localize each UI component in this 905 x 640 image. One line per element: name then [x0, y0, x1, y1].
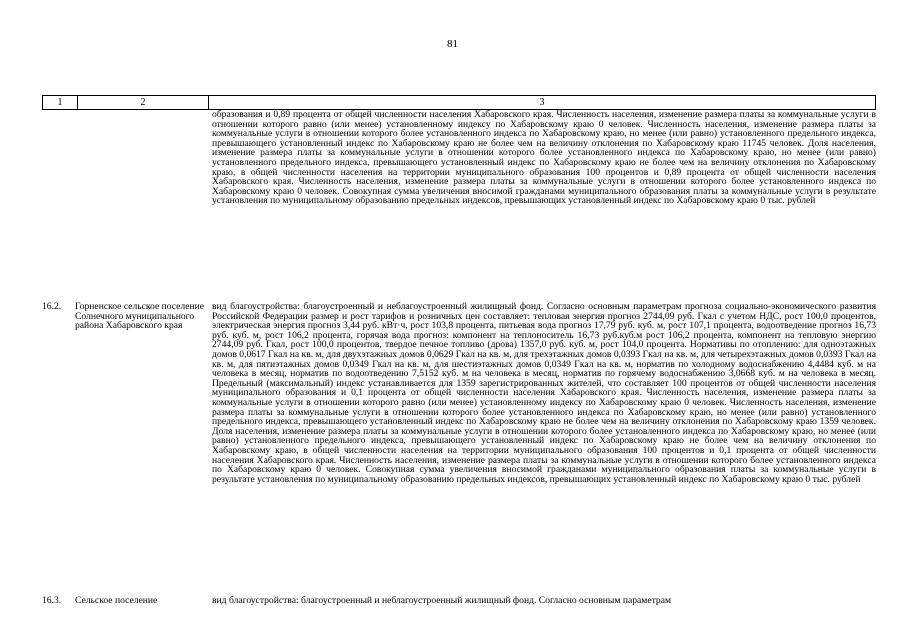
continuation-text: образования и 0,89 процента от общей численности населения Хабаровского края. Численность населения, изменение размера платы за коммунальные услуги в отношении которого равно (или менее) установленному индексу по Хабаровскому краю 0 человек. Численность населения, изменение размера платы за коммунальные услуги в отношении которого более установленного индекса по Хабаровскому краю, но менее (или равно) установленного предельного индекса, превышающего установленный индекс по Хабаровскому краю не более чем на величину отклонения по Хабаровскому краю 11745 человек. Доля населения, изменение размера платы за коммунальные услуги в отношении которого более установленного индекса по Хабаровскому краю, но менее (или равно) установленного предельного индекса, превышающего установленный индекс по Хабаровскому краю не более чем на величину отклонения по Хабаровскому краю, в общей численности населения на территории муниципального образования 100 процентов и 0,89 процента от общей численности населения Хабаровского края. Численность населения, изменение размера платы за коммунальные услуги в отношении которого более установленного индекса по Хабаровскому краю 0 человек. Совокупная сумма увеличения вносимой гражданами муниципального образования платы за коммунальные услуги в результате установления по муниципальному образованию предельных индексов, превышающих установленный индекс по Хабаровскому краю 0 тыс. рублей	[212, 109, 876, 207]
row-number: 16.3.	[42, 595, 62, 606]
column-header-1: 1	[43, 96, 78, 110]
row-description-text: вид благоустройства: благоустроенный и неблагоустроенный жилищный фонд. Согласно основным параметрам прогноза социально-экономического развития Российской Федерации размер и рост тарифов и розничных цен составляет: тепловая энергия прогноз 2744,09 руб. Гкал с учетом НДС, рост 100,0 процентов, электрическая энергия прогноз 3,44 руб. кВт·ч, рост 103,8 процента, питьевая вода прогноз 17,79 руб. куб. м, рост 107,1 процента, водоотведение прогноз 16,73 руб. куб. м, рост 106,2 процента, горячая вода прогноз: компонент на теплоноситель 16,73 руб.куб.м рост 106,2 процента, компонент на тепловую энергию 2744,09 руб. Гкал, рост 100,0 процентов, твердое печное топливо (дрова) 1357,0 руб. куб. м, рост 104,0 процента. Нормативы по отоплению: для одноэтажных домов 0,0617 Гкал на кв. м, для двухэтажных домов 0,0629 Гкал на кв. м, для трехэтажных домов 0,0393 Гкал на кв. м, для четырехэтажных домов 0,0393 Гкал на кв. м, для пятиэтажных домов 0,0349 Гкал на кв. м, для шестиэтажных домов 0,0349 Гкал на кв. м, норматив по холодному водоснабжению 4,4484 куб. м на человека в месяц, норматив по водоотведению 7,5152 куб. м на человека в месяц, норматив по горячему водоснабжению 3,0668 куб. м на человека в месяц. Предельный (максимальный) индекс устанавливается для 1359 зарегистрированных жителей, что составляет 100 процентов от общей численности населения муниципального образования и 0,1 процента от общей численности населения Хабаровского края. Численность населения, изменение размера платы за коммунальные услуги в отношении которого равно (или менее) установленному индексу по Хабаровскому краю 0 человек. Численность населения, изменение размера платы за коммунальные услуги в отношении которого более установленного индекса по Хабаровскому краю, но менее (или равно) установленного предельного индекса, превышающего установленный индекс по Хабаровскому краю не более чем на величину отклонения по Хабаровскому краю 1359 человек. Доля населения, изменение размера платы за коммунальные услуги в отношении которого более установленного индекса по Хабаровскому краю, но менее (или равно) установленного предельного индекса, превышающего установленный индекс по Хабаровскому краю не более чем на величину отклонения по Хабаровскому краю, в общей численности населения на территории муниципального образования 100 процентов и 0,1 процента от общей численности населения Хабаровского края. Численность населения, изменение размера платы за коммунальные услуги в отношении которого более установленного индекса по Хабаровскому краю 0 человек. Совокупная сумма увеличения вносимой гражданами муниципального образования платы за коммунальные услуги в результате установления по муниципальному образованию предельных индексов, превышающих установленный индекс по Хабаровскому краю 0 тыс. рублей	[212, 301, 876, 485]
row-municipality-name: Сельское поселение	[75, 595, 158, 606]
row-description-text: вид благоустройства: благоустроенный и неблагоустроенный жилищный фонд. Согласно основным параметрам	[212, 595, 672, 606]
row-municipality-name: Горненское сельское поселение Солнечного муниципального района Хабаровского края	[75, 301, 204, 332]
column-header-table	[42, 95, 876, 110]
page-number: 81	[447, 38, 458, 50]
column-header-3: 3	[209, 96, 876, 110]
column-header-2: 2	[78, 96, 209, 110]
row-number: 16.2.	[42, 301, 62, 312]
